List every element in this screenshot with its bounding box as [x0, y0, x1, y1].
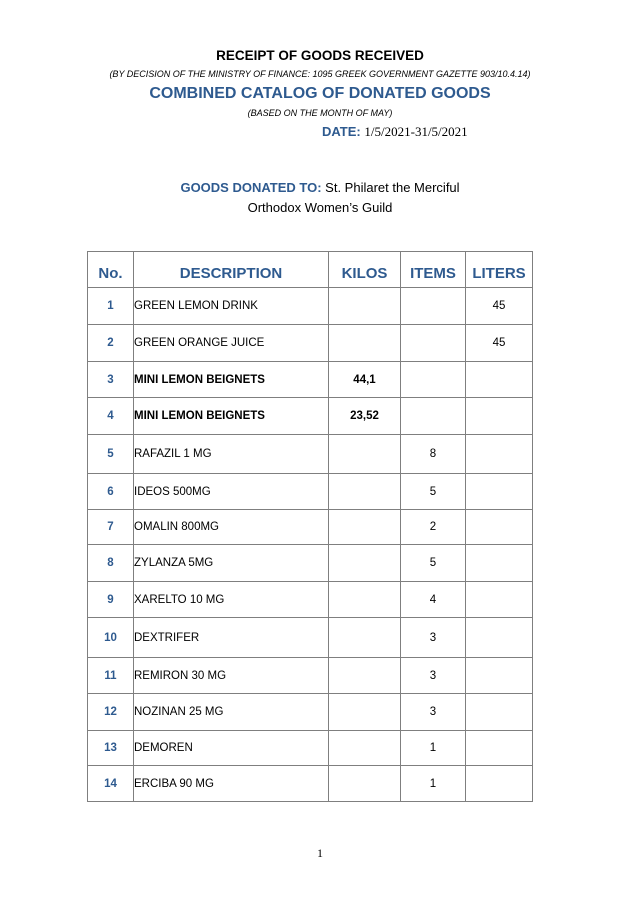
- table-row: [88, 618, 533, 658]
- donee-line: [0, 180, 640, 195]
- row-number: 12: [88, 694, 134, 731]
- row-number: 13: [88, 731, 134, 766]
- row-liters: [466, 694, 533, 731]
- row-items: 8: [401, 435, 466, 474]
- date-value: 1/5/2021-31/5/2021: [364, 124, 468, 139]
- row-liters: [466, 658, 533, 694]
- row-liters: [466, 731, 533, 766]
- row-items: 2: [401, 510, 466, 545]
- row-description: RAFAZIL 1 MG: [134, 435, 329, 474]
- row-kilos: [329, 694, 401, 731]
- row-liters: [466, 766, 533, 802]
- table-row: [88, 766, 533, 802]
- row-items: 5: [401, 545, 466, 582]
- row-liters: [466, 362, 533, 398]
- table-row: [88, 435, 533, 474]
- table-row: [88, 731, 533, 766]
- table-row: [88, 398, 533, 435]
- row-number: 5: [88, 435, 134, 474]
- row-number: 7: [88, 510, 134, 545]
- row-kilos: [329, 510, 401, 545]
- row-description: MINI LEMON BEIGNETS: [134, 398, 329, 435]
- row-kilos: [329, 582, 401, 618]
- row-items: 1: [401, 766, 466, 802]
- row-number: 6: [88, 474, 134, 510]
- row-description: REMIRON 30 MG: [134, 658, 329, 694]
- row-kilos: [329, 545, 401, 582]
- row-kilos: 23,52: [329, 398, 401, 435]
- row-kilos: [329, 731, 401, 766]
- row-liters: [466, 582, 533, 618]
- row-items: [401, 398, 466, 435]
- row-number: 14: [88, 766, 134, 802]
- row-kilos: [329, 474, 401, 510]
- row-items: 3: [401, 694, 466, 731]
- ministry-decision: (BY DECISION OF THE MINISTRY OF FINANCE: 1095 GREEK GOVERNMENT GAZETTE 903/10.4.14): [109, 69, 531, 79]
- row-items: [401, 325, 466, 362]
- table-row: [88, 474, 533, 510]
- row-number: 8: [88, 545, 134, 582]
- row-items: 4: [401, 582, 466, 618]
- row-kilos: [329, 766, 401, 802]
- row-number: 1: [88, 288, 134, 325]
- date-label: DATE:: [322, 124, 361, 139]
- donee-name-line2: Orthodox Women’s Guild: [247, 200, 393, 215]
- row-description: GREEN LEMON DRINK: [134, 288, 329, 325]
- row-description: ZYLANZA 5MG: [134, 545, 329, 582]
- row-liters: [466, 398, 533, 435]
- table-row: [88, 325, 533, 362]
- table-row: [88, 545, 533, 582]
- row-description: MINI LEMON BEIGNETS: [134, 362, 329, 398]
- row-number: 2: [88, 325, 134, 362]
- row-liters: 45: [466, 288, 533, 325]
- table-row: [88, 288, 533, 325]
- row-kilos: 44,1: [329, 362, 401, 398]
- table-header-row: [88, 252, 533, 288]
- row-description: NOZINAN 25 MG: [134, 694, 329, 731]
- row-items: 1: [401, 731, 466, 766]
- receipt-title: RECEIPT OF GOODS RECEIVED: [216, 48, 424, 63]
- row-description: XARELTO 10 MG: [134, 582, 329, 618]
- row-number: 9: [88, 582, 134, 618]
- row-kilos: [329, 288, 401, 325]
- table-row: [88, 582, 533, 618]
- header-items: ITEMS: [401, 252, 466, 288]
- header-no: No.: [88, 252, 134, 288]
- row-liters: [466, 510, 533, 545]
- donee-name-line1: St. Philaret the Merciful: [325, 180, 460, 195]
- row-liters: [466, 435, 533, 474]
- row-kilos: [329, 618, 401, 658]
- catalog-basis: (BASED ON THE MONTH OF MAY): [247, 108, 393, 118]
- row-kilos: [329, 658, 401, 694]
- row-number: 3: [88, 362, 134, 398]
- row-number: 10: [88, 618, 134, 658]
- row-liters: 45: [466, 325, 533, 362]
- row-kilos: [329, 435, 401, 474]
- goods-table: [87, 251, 533, 802]
- row-items: 5: [401, 474, 466, 510]
- row-liters: [466, 545, 533, 582]
- table-row: [88, 694, 533, 731]
- row-description: DEMOREN: [134, 731, 329, 766]
- donee-label: GOODS DONATED TO:: [180, 180, 322, 195]
- row-liters: [466, 618, 533, 658]
- table-row: [88, 658, 533, 694]
- table-row: [88, 510, 533, 545]
- row-liters: [466, 474, 533, 510]
- catalog-title: COMBINED CATALOG OF DONATED GOODS: [149, 85, 491, 102]
- row-items: [401, 288, 466, 325]
- row-description: IDEOS 500MG: [134, 474, 329, 510]
- row-description: DEXTRIFER: [134, 618, 329, 658]
- row-items: [401, 362, 466, 398]
- row-items: 3: [401, 618, 466, 658]
- row-description: OMALIN 800MG: [134, 510, 329, 545]
- row-number: 4: [88, 398, 134, 435]
- header-description: DESCRIPTION: [134, 252, 329, 288]
- page-number: 1: [317, 846, 323, 860]
- header-kilos: KILOS: [329, 252, 401, 288]
- date-line: [322, 124, 468, 140]
- row-kilos: [329, 325, 401, 362]
- row-items: 3: [401, 658, 466, 694]
- row-description: GREEN ORANGE JUICE: [134, 325, 329, 362]
- row-number: 11: [88, 658, 134, 694]
- header-liters: LITERS: [466, 252, 533, 288]
- table-row: [88, 362, 533, 398]
- row-description: ERCIBA 90 MG: [134, 766, 329, 802]
